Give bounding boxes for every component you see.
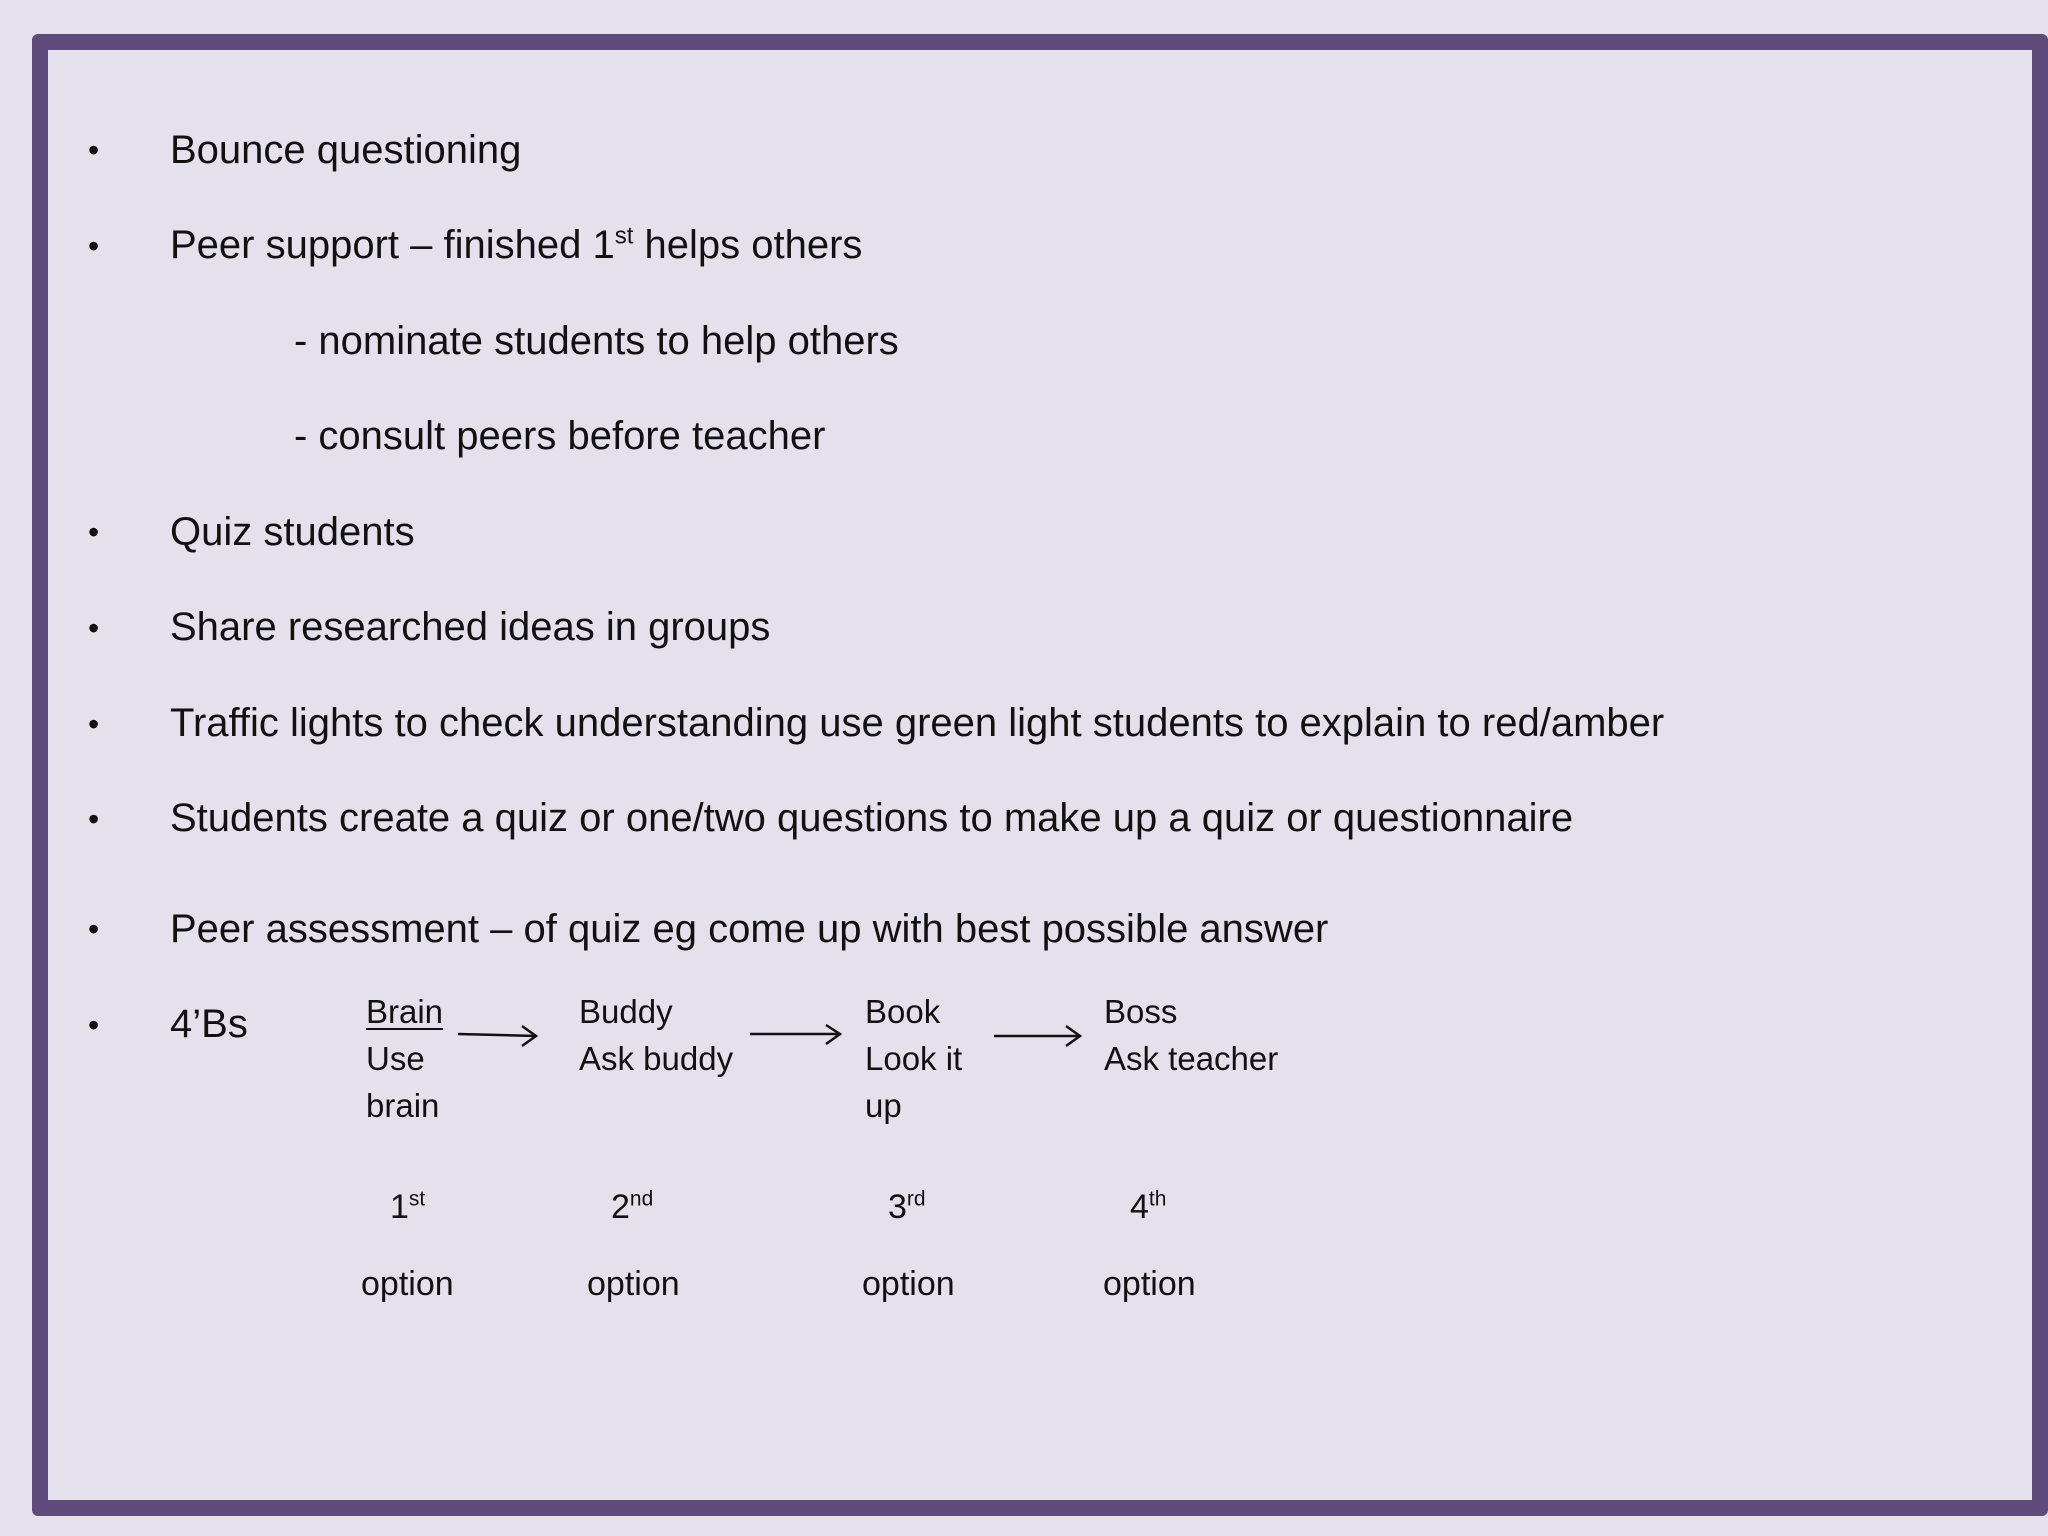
four-bs-brain	[366, 988, 443, 1129]
ordinal-second	[611, 1187, 653, 1227]
bullet-marker: •	[88, 706, 100, 742]
bullet-quiz-students: Quiz students	[170, 510, 415, 554]
bullet-marker: •	[88, 228, 100, 264]
ordinal-suffix: rd	[906, 1187, 926, 1211]
option-label-first: option	[361, 1265, 454, 1303]
ordinal-suffix: th	[1148, 1187, 1167, 1211]
arrow-right-icon	[748, 1022, 844, 1052]
bullet-marker: •	[88, 911, 100, 947]
bullet-traffic-lights: Traffic lights to check understanding use green light students to explain to red/amber	[170, 701, 1665, 745]
option-label-fourth: option	[1103, 1265, 1196, 1303]
boss-line: Ask teacher	[1104, 1040, 1279, 1077]
bullet-marker: •	[88, 801, 100, 837]
peer-support-text-end: helps others	[633, 223, 863, 267]
ordinal-first	[390, 1187, 425, 1227]
bullet-four-bs: 4’Bs	[170, 1002, 248, 1046]
four-bs-boss	[1104, 988, 1278, 1082]
boss-heading: Boss	[1104, 993, 1178, 1030]
ordinal-suffix: nd	[629, 1187, 654, 1211]
brain-line: Use	[366, 1040, 425, 1077]
bullet-students-create-quiz: Students create a quiz or one/two questions to make up a quiz or questionnaire	[170, 796, 1574, 840]
buddy-line: Ask buddy	[579, 1040, 734, 1077]
ordinal-number: 2	[611, 1188, 630, 1226]
bullet-marker: •	[88, 610, 100, 646]
option-label-second: option	[587, 1265, 680, 1303]
bullet-marker: •	[88, 1007, 100, 1043]
bullet-peer-assessment: Peer assessment – of quiz eg come up with best possible answer	[170, 907, 1329, 951]
subitem-consult: - consult peers before teacher	[294, 414, 826, 458]
ordinal-third	[888, 1187, 926, 1227]
arrow-right-icon	[992, 1022, 1084, 1052]
buddy-heading: Buddy	[579, 993, 673, 1030]
brain-heading: Brain	[366, 993, 444, 1030]
bullet-share-ideas: Share researched ideas in groups	[170, 605, 771, 649]
bullet-peer-support	[170, 222, 862, 268]
ordinal-fourth	[1130, 1187, 1166, 1227]
ordinal-number: 1	[390, 1188, 409, 1226]
brain-line: brain	[366, 1087, 440, 1124]
ordinal-suffix: st	[408, 1187, 426, 1211]
bullet-marker: •	[88, 132, 100, 168]
peer-support-text: Peer support – finished 1	[170, 223, 615, 267]
book-heading: Book	[865, 993, 941, 1030]
bullet-marker: •	[88, 514, 100, 550]
ordinal-number: 3	[888, 1188, 907, 1226]
ordinal-suffix: st	[614, 222, 634, 250]
book-line: up	[865, 1087, 902, 1124]
book-line: Look it	[865, 1040, 963, 1077]
ordinal-number: 4	[1130, 1188, 1149, 1226]
option-label-third: option	[862, 1265, 955, 1303]
bullet-bounce-questioning: Bounce questioning	[170, 128, 522, 172]
arrow-right-icon	[456, 1022, 540, 1052]
subitem-nominate: - nominate students to help others	[294, 319, 899, 363]
four-bs-book	[865, 988, 962, 1129]
four-bs-buddy	[579, 988, 733, 1082]
